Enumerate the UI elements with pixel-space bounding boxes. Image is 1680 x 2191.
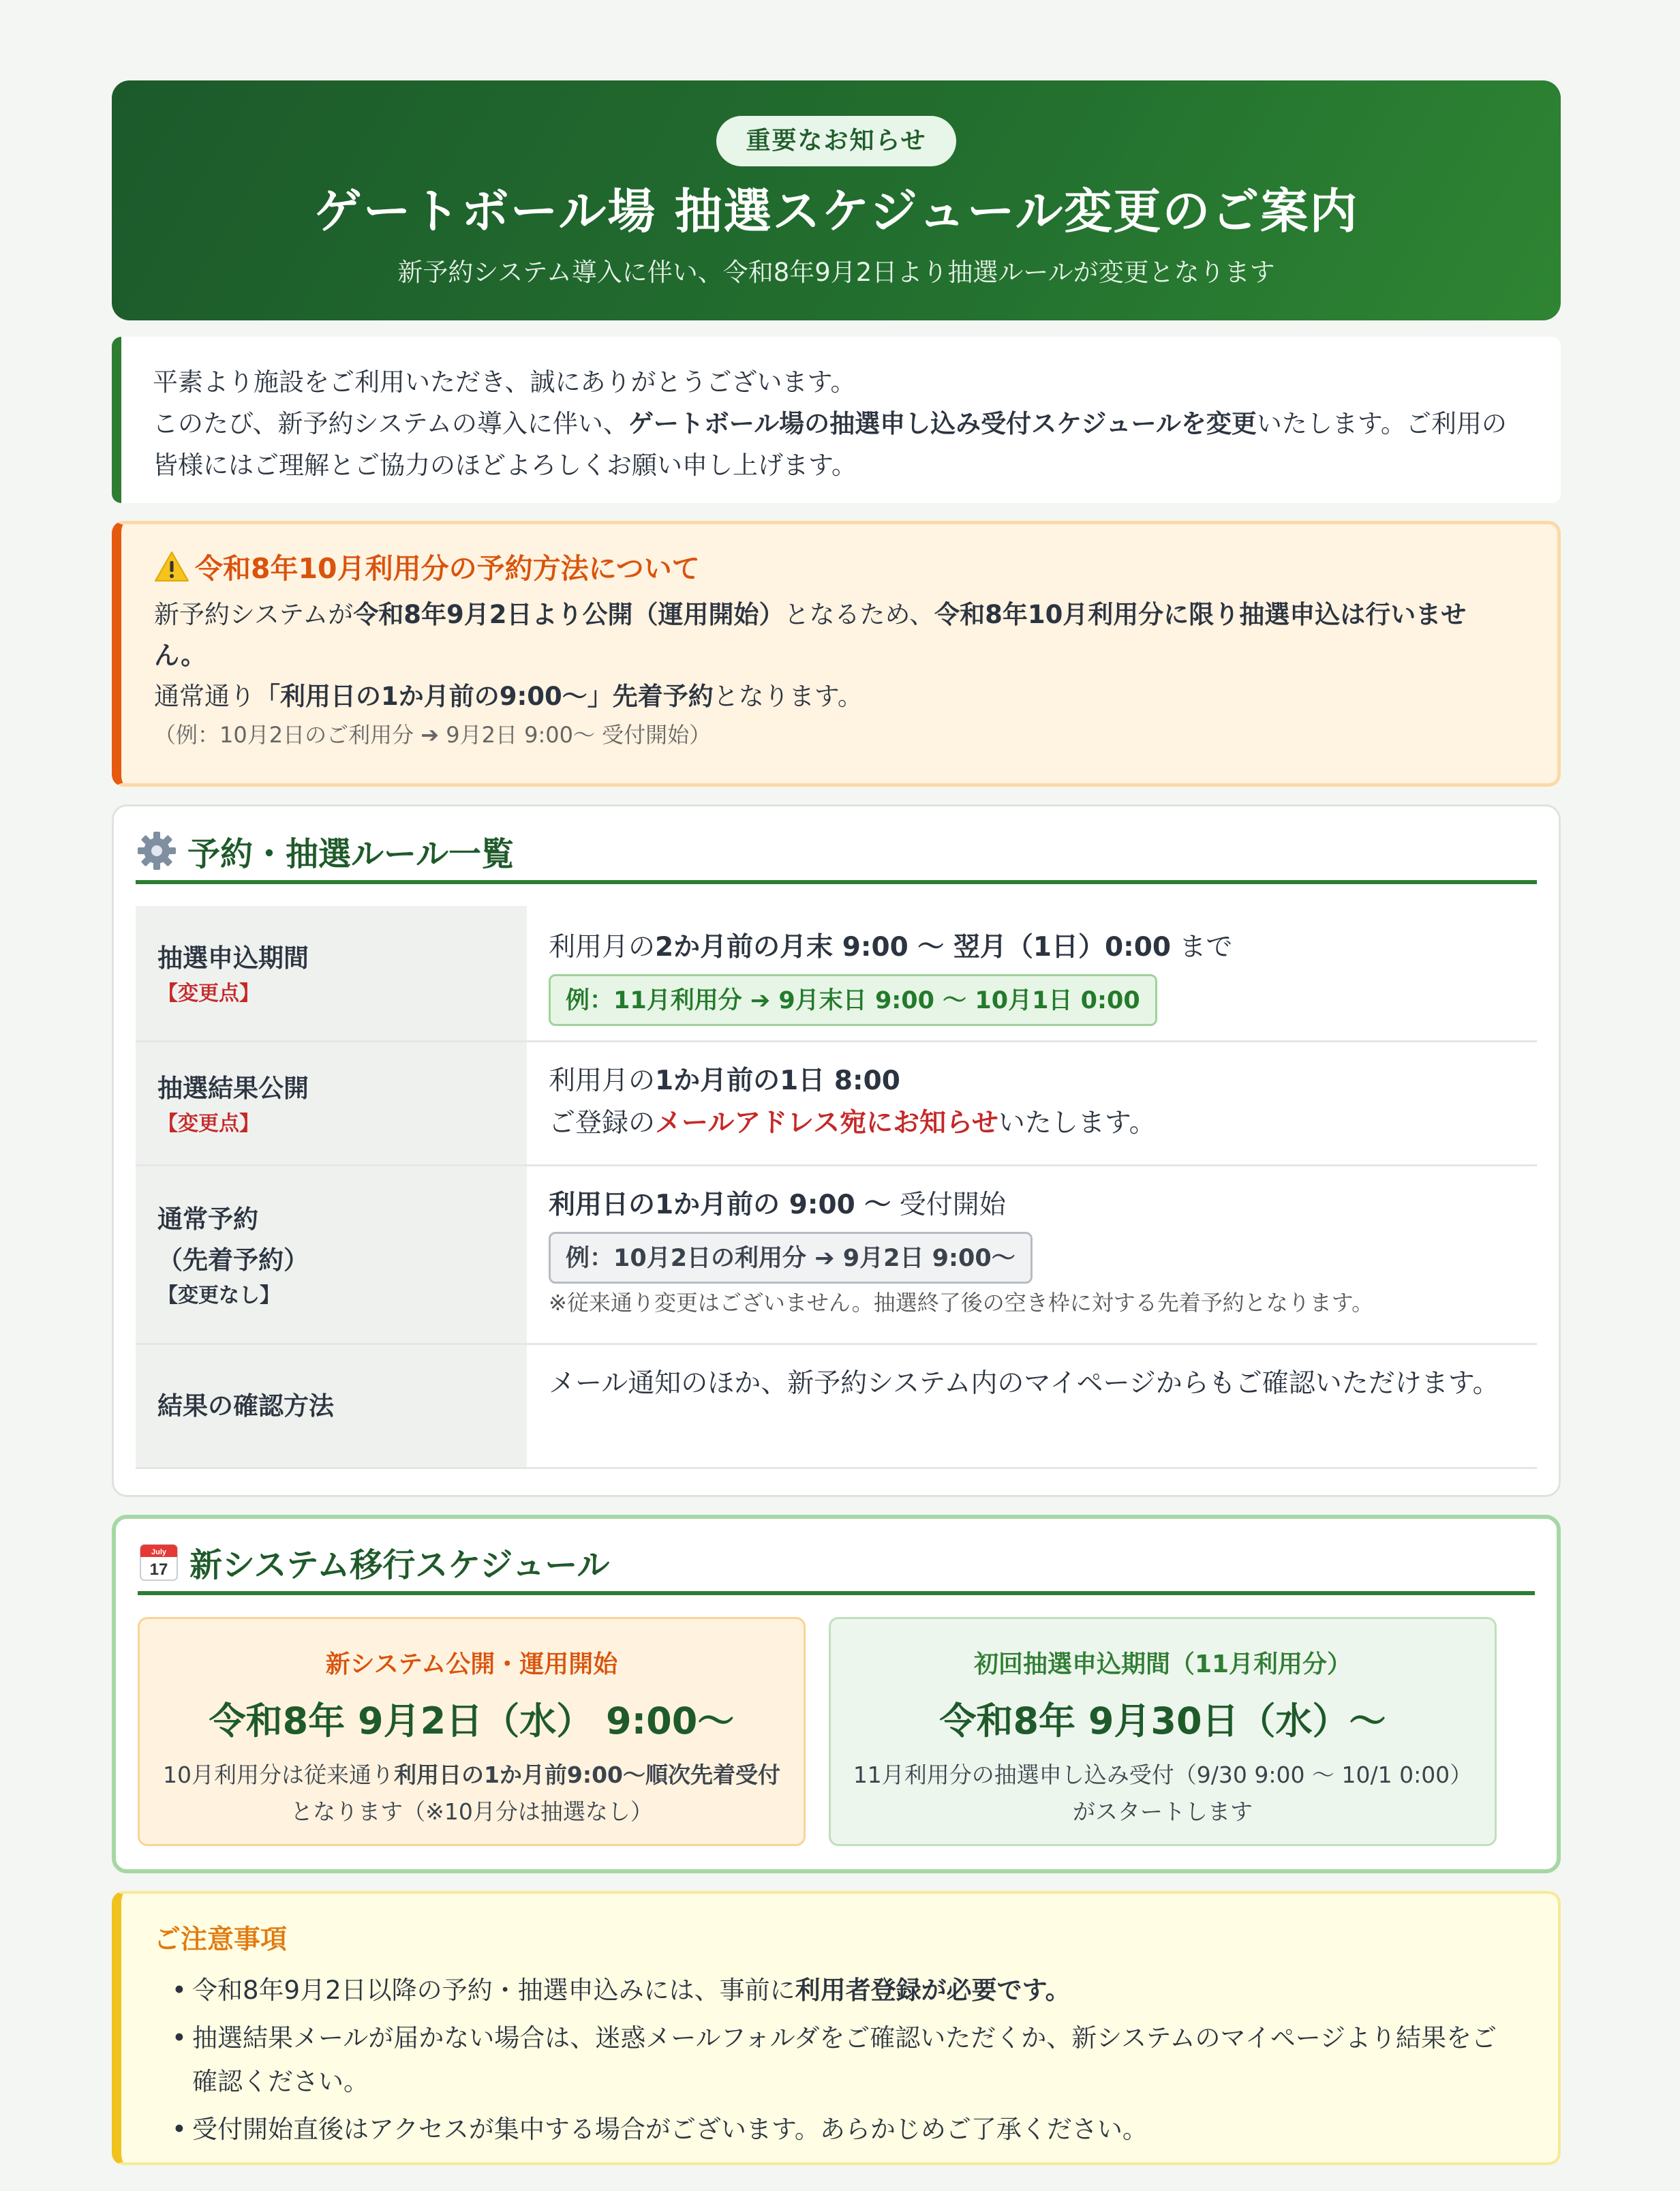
header-banner	[112, 80, 1561, 320]
example-chip: 例：10月2日の利用分 ➔ 9月2日 9:00〜	[549, 1232, 1033, 1284]
rule-bold: 利用日の1か月前の 9:00 〜	[549, 1190, 891, 1220]
warning-bold-first-come: 「利用日の1か月前の9:00〜」先着予約	[255, 682, 714, 711]
card-note-text: 10月利用分は従来通り	[162, 1762, 394, 1788]
rules-title	[136, 830, 1537, 884]
warning-text: となるため、	[784, 600, 935, 629]
rule-bold: 1か月前の1日 8:00	[655, 1066, 900, 1096]
rule-label	[136, 1166, 527, 1343]
no-change-tag: 【変更なし】	[157, 1283, 280, 1308]
change-tag: 【変更点】	[157, 981, 260, 1006]
rule-value	[527, 1042, 1537, 1164]
rule-label-text: 通常予約	[157, 1204, 258, 1234]
schedule-card-launch	[138, 1617, 806, 1846]
rule-label-text: （先着予約）	[157, 1245, 309, 1275]
intro-line1: 平素より施設をご利用いただき、誠にありがとうございます。	[153, 367, 856, 397]
card-note	[140, 1757, 804, 1830]
rule-row-application-period	[136, 906, 1537, 1042]
important-badge: 重要なお知らせ	[716, 116, 957, 166]
warning-p2	[154, 676, 1516, 717]
warning-body	[154, 594, 1516, 753]
rule-value-line	[549, 1184, 1515, 1226]
page-subtitle: 新予約システム導入に伴い、令和8年9月2日より抽選ルールが変更となります	[397, 258, 1275, 287]
schedule-cards	[138, 1617, 1535, 1846]
rule-value-line	[549, 1060, 1515, 1102]
rule-text: 利用月の	[549, 932, 656, 963]
rule-value	[527, 906, 1537, 1040]
rule-text: 利用月の	[549, 1066, 656, 1096]
warning-box	[112, 521, 1561, 787]
rule-label	[136, 1042, 527, 1164]
warning-bold-no-lottery: 令和8年10月利用分に限り抽選申込は行いません。	[154, 600, 1467, 670]
list-item: • 受付開始直後はアクセスが集中する場合がございます。あらかじめご了承ください。	[154, 2108, 1517, 2151]
calendar-icon-day: 17	[149, 1560, 168, 1579]
page	[112, 80, 1561, 2165]
card-note-bold: 利用日の1か月前9:00〜順次先着受付	[393, 1762, 781, 1788]
rule-text: 受付開始	[891, 1190, 1006, 1220]
email-notice-highlight: メールアドレス宛にお知らせ	[655, 1108, 998, 1138]
schedule-title-text: 新システム移行スケジュール	[189, 1545, 610, 1584]
rule-label-text: 抽選申込期間	[157, 943, 309, 973]
card-title: 新システム公開・運用開始	[325, 1650, 618, 1678]
card-note: 11月利用分の抽選申し込み受付（9/30 9:00 〜 10/1 0:00）がスタートします	[853, 1762, 1473, 1825]
schedule-card-first-lottery	[829, 1617, 1497, 1846]
change-tag: 【変更点】	[157, 1111, 260, 1136]
rule-row-regular-booking	[136, 1166, 1537, 1345]
rule-label	[136, 906, 527, 1040]
warning-icon	[154, 551, 189, 582]
rule-row-result-check	[136, 1345, 1537, 1469]
calendar-icon	[138, 1541, 180, 1583]
rule-label-text: 結果の確認方法	[157, 1391, 334, 1421]
warning-text: 通常通り	[154, 682, 255, 711]
rule-note: ※従来通り変更はございません。抽選終了後の空き枠に対する先着予約となります。	[549, 1290, 1374, 1316]
schedule-section	[112, 1515, 1561, 1873]
rule-label-text: 抽選結果公開	[157, 1073, 309, 1103]
example-chip: 例：11月利用分 ➔ 9月末日 9:00 〜 10月1日 0:00	[549, 974, 1157, 1026]
caution-text: 令和8年9月2日以降の予約・抽選申込みには、事前に	[192, 1976, 795, 2005]
warning-bold-date: 令和8年9月2日より公開（運用開始）	[353, 600, 784, 629]
intro-box	[112, 337, 1561, 503]
intro-text: このたび、新予約システムの導入に伴い、	[153, 409, 628, 438]
rules-table	[136, 906, 1537, 1469]
warning-title	[154, 546, 1516, 586]
card-date: 令和8年 9月30日（水）〜	[939, 1699, 1386, 1742]
warning-text: 新予約システムが	[154, 600, 354, 629]
rule-value-line	[549, 926, 1515, 969]
card-title: 初回抽選申込期間（11月利用分）	[973, 1650, 1352, 1678]
gear-icon	[136, 830, 178, 872]
rule-value	[527, 1166, 1537, 1343]
calendar-icon-month: July	[151, 1548, 167, 1556]
warning-title-text: 令和8年10月利用分の予約方法について	[195, 552, 700, 585]
rule-text: まで	[1171, 932, 1233, 963]
rule-value: メール通知のほか、新予約システム内のマイページからもご確認いただけます。	[549, 1368, 1499, 1399]
intro-line2	[153, 403, 1528, 486]
warning-example: （例：10月2日のご利用分 ➔ 9月2日 9:00〜 受付開始）	[154, 722, 712, 748]
rule-text: ご登録の	[549, 1108, 656, 1138]
warning-text: となります。	[713, 682, 863, 711]
intro-highlight: ゲートボール場の抽選申し込み受付スケジュールを変更	[628, 409, 1257, 438]
list-item	[154, 1969, 1517, 2012]
caution-box	[112, 1891, 1561, 2165]
list-item: • 抽選結果メールが届かない場合は、迷惑メールフォルダをご確認いただくか、新システムのマイページより結果をご確認ください。	[154, 2016, 1517, 2104]
caution-title: ご注意事項	[154, 1924, 288, 1955]
intro-text-end: いたします。ご利用の皆様にはご理解とご協力のほどよろしくお願い申し上げます。	[153, 409, 1507, 480]
rule-row-result-publication	[136, 1042, 1537, 1166]
schedule-title	[138, 1541, 1535, 1595]
rules-title-text: 予約・抽選ルール一覧	[187, 834, 515, 873]
rule-label	[136, 1345, 527, 1467]
card-note-text: となります（※10月分は抽選なし）	[290, 1798, 653, 1825]
rule-value-line	[549, 1102, 1515, 1145]
card-date: 令和8年 9月2日（水） 9:00〜	[209, 1699, 735, 1742]
rules-section	[112, 804, 1561, 1497]
caution-bold: 利用者登録が必要です。	[795, 1976, 1071, 2005]
warning-p1	[154, 594, 1516, 676]
caution-list	[154, 1969, 1517, 2151]
rule-bold: 2か月前の月末 9:00 〜 翌月（1日）0:00	[655, 932, 1172, 963]
rule-text: いたします。	[998, 1108, 1156, 1138]
page-title: ゲートボール場 抽選スケジュール変更のご案内	[314, 183, 1359, 239]
